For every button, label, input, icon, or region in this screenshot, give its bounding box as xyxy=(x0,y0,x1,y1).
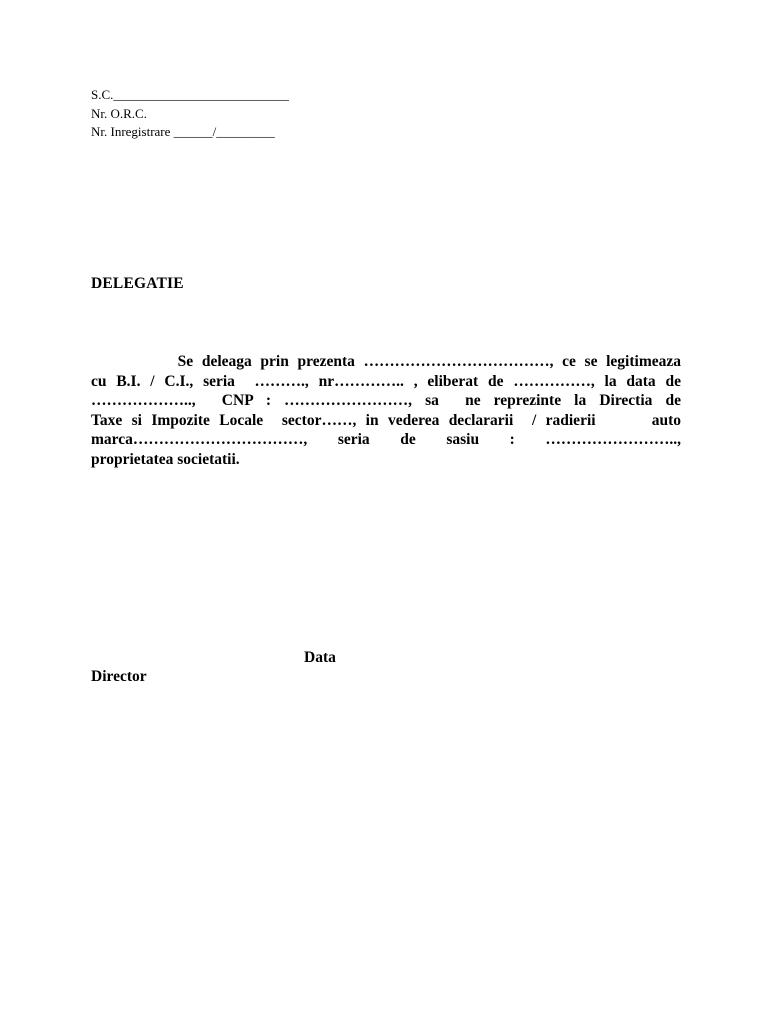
body-line: Taxe si Impozite Locale sector……, in vederea declararii / radierii auto xyxy=(91,411,681,429)
body-line: marca……………………………, seria de sasiu : …………………….., xyxy=(91,431,681,448)
body-line: ……………….., CNP : ……………………, sa ne reprezinte la Directia de xyxy=(91,392,681,409)
body-line: Se deleaga prin prezenta ………………………………, ce se legitimeaza xyxy=(91,353,681,370)
document-title: DELEGATIE xyxy=(91,275,184,292)
body-line: proprietatea societatii. xyxy=(91,450,240,468)
company-header xyxy=(91,86,289,142)
date-label: Data xyxy=(304,649,336,666)
company-name-line: S.C.___________________________ xyxy=(91,87,289,102)
registration-number-line: Nr. Inregistrare ______/_________ xyxy=(91,124,275,139)
body-line: cu B.I. / C.I., seria ………., nr………….. , eliberat de ……………, la data de xyxy=(91,372,681,390)
orc-number-line: Nr. O.R.C. xyxy=(91,105,147,121)
delegation-body xyxy=(91,352,681,469)
director-label: Director xyxy=(91,668,147,685)
